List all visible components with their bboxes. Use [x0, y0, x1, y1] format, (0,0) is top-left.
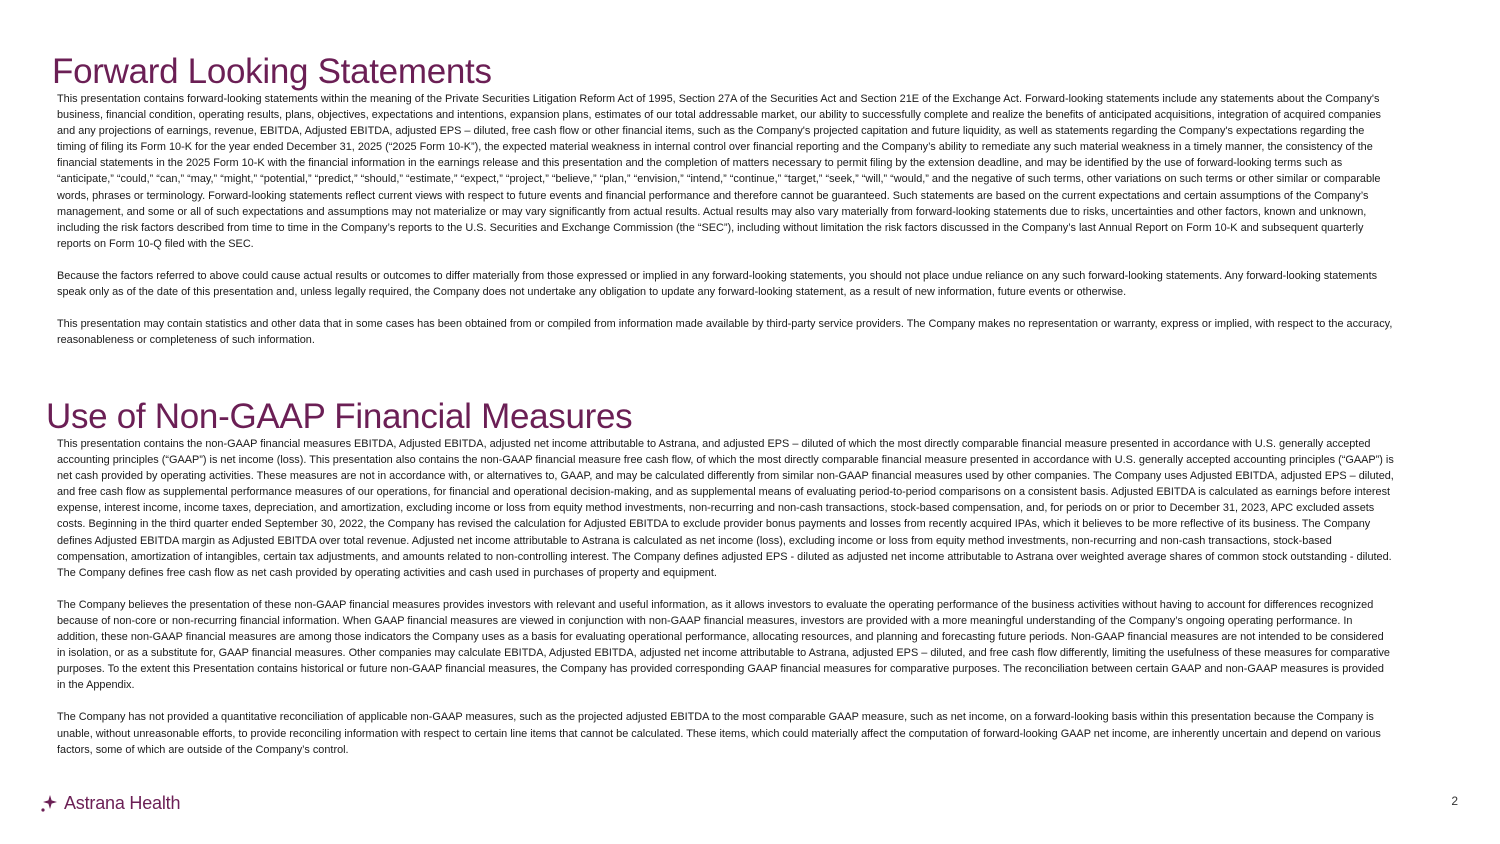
section-title-forward-looking: Forward Looking Statements: [52, 52, 492, 91]
non-gaap-body: [57, 436, 1395, 758]
section-title-non-gaap: Use of Non-GAAP Financial Measures: [46, 397, 633, 436]
paragraph: This presentation contains forward-looking statements within the meaning of the Private Securities Litigation Reform Act of 1995, Section 27A of the Securities Act and Section 21E of the Exchange Act. Forward-looking statements include any statements about the Company's business, financial condition, operating results, plans, objectives, expectations and intentions, expansion plans, estimates of our total addressable market, our ability to successfully complete and realize the benefits of anticipated acquisitions, integration of acquired companies and any projections of earnings, revenue, EBITDA, Adjusted EBITDA, adjusted EPS – diluted, free cash flow or other financial items, such as the Company's projected capitation and future liquidity, as well as statements regarding the Company's expectations regarding the timing of filing its Form 10-K for the year ended December 31, 2025 (“2025 Form 10-K”), the expected material weakness in internal control over financial reporting and the Company’s ability to remediate any such material weakness in a timely manner, the consistency of the financial statements in the 2025 Form 10-K with the financial information in the earnings release and this presentation and the completion of matters necessary to permit filing by the extension deadline, and may be identified by the use of forward-looking terms such as “anticipate,” “could,” “can,” “may,” “might,” “potential,” “predict,” “should,” “estimate,” “expect,” “project,” “believe,” “plan,” “envision,” “intend,” “continue,” “target,” “seek,” “will,” “would,” and the negative of such terms, other variations on such terms or other similar or comparable words, phrases or terminology. Forward-looking statements reflect current views with respect to future events and financial performance and therefore cannot be guaranteed. Such statements are based on the current expectations and certain assumptions of the Company’s management, and some or all of such expectations and assumptions may not materialize or may vary significantly from actual results. Actual results may also vary materially from forward-looking statements due to risks, uncertainties and other factors, known and unknown, including the risk factors described from time to time in the Company’s reports to the U.S. Securities and Exchange Commission (the “SEC”), including without limitation the risk factors discussed in the Company’s last Annual Report on Form 10-K and subsequent quarterly reports on Form 10-Q filed with the SEC.: [57, 93, 1381, 250]
page-number: 2: [1451, 794, 1458, 808]
paragraph: This presentation may contain statistics and other data that in some cases has been obtained from or compiled from information made available by third-party service providers. The Company makes no representation or warranty, express or implied, with respect to the accuracy, reasonableness or completeness of such information.: [57, 318, 1393, 347]
sparkle-icon: [40, 793, 58, 813]
forward-looking-body: [57, 91, 1395, 348]
company-logo: [40, 789, 180, 817]
paragraph: The Company believes the presentation of these non-GAAP financial measures provides investors with relevant and useful information, as it allows investors to evaluate the operating performance of the business activities without having to account for differences recognized because of non-core or non-recurring financial information. When GAAP financial measures are viewed in conjunction with non-GAAP financial measures, investors are provided with a more meaningful understanding of the Company’s ongoing operating performance. In addition, these non-GAAP financial measures are among those indicators the Company uses as a basis for evaluating operational performance, allocating resources, and planning and forecasting future periods. Non-GAAP financial measures are not intended to be considered in isolation, or as a substitute for, GAAP financial measures. Other companies may calculate EBITDA, Adjusted EBITDA, adjusted net income attributable to Astrana, adjusted EPS – diluted, and free cash flow differently, limiting the usefulness of these measures for comparative purposes. To the extent this Presentation contains historical or future non-GAAP financial measures, the Company has provided corresponding GAAP financial measures for comparative purposes. The reconciliation between certain GAAP and non-GAAP measures is provided in the Appendix.: [57, 598, 1390, 692]
paragraph: Because the factors referred to above could cause actual results or outcomes to differ materially from those expressed or implied in any forward-looking statements, you should not place undue reliance on any such forward-looking statements. Any forward-looking statements speak only as of the date of this presentation and, unless legally required, the Company does not undertake any obligation to update any forward-looking statement, as a result of new information, future events or otherwise.: [57, 269, 1378, 299]
paragraph: The Company has not provided a quantitative reconciliation of applicable non-GAAP measures, such as the projected adjusted EBITDA to the most comparable GAAP measure, such as net income, on a forward-looking basis within this presentation because the Company is unable, without unreasonable efforts, to provide reconciling information with respect to certain line items that cannot be calculated. These items, which could materially affect the computation of forward-looking GAAP net income, are inherently uncertain and depend on various factors, some of which are outside of the Company’s control.: [57, 711, 1381, 756]
logo-text: Astrana Health: [64, 792, 181, 813]
paragraph: This presentation contains the non-GAAP financial measures EBITDA, Adjusted EBITDA, adjusted net income attributable to Astrana, and adjusted EPS – diluted of which the most directly comparable financial measure presented in accordance with U.S. generally accepted accounting principles (“GAAP”) is net income (loss). This presentation also contains the non-GAAP financial measure free cash flow, of which the most directly comparable financial measure presented in accordance with U.S. generally accepted accounting principles (“GAAP”) is net cash provided by operating activities. These measures are not in accordance with, or alternatives to, GAAP, and may be calculated differently from similar non-GAAP financial measures used by other companies. The Company uses Adjusted EBITDA, adjusted EPS – diluted, and free cash flow as supplemental performance measures of our operations, for financial and operational decision-making, and as supplemental means of evaluating period-to-period comparisons on a consistent basis. Adjusted EBITDA is calculated as earnings before interest expense, interest income, income taxes, depreciation, and amortization, excluding income or loss from equity method investments, non-recurring and non-cash transactions, stock-based compensation, and, for periods on or prior to December 31, 2023, APC excluded assets costs. Beginning in the third quarter ended September 30, 2022, the Company has revised the calculation for Adjusted EBITDA to exclude provider bonus payments and losses from recently acquired IPAs, which it believes to be more reflective of its business. The Company defines Adjusted EBITDA margin as Adjusted EBITDA over total revenue. Adjusted net income attributable to Astrana is calculated as net income (loss), excluding income or loss from equity method investments, non-recurring and non-cash transactions, stock-based compensation, amortization of intangibles, certain tax adjustments, and amounts related to non-controlling interest. The Company defines adjusted EPS - diluted as adjusted net income attributable to Astrana over weighted average shares of common stock outstanding - diluted. The Company defines free cash flow as net cash provided by operating activities and cash used in purchases of property and equipment.: [57, 438, 1394, 579]
